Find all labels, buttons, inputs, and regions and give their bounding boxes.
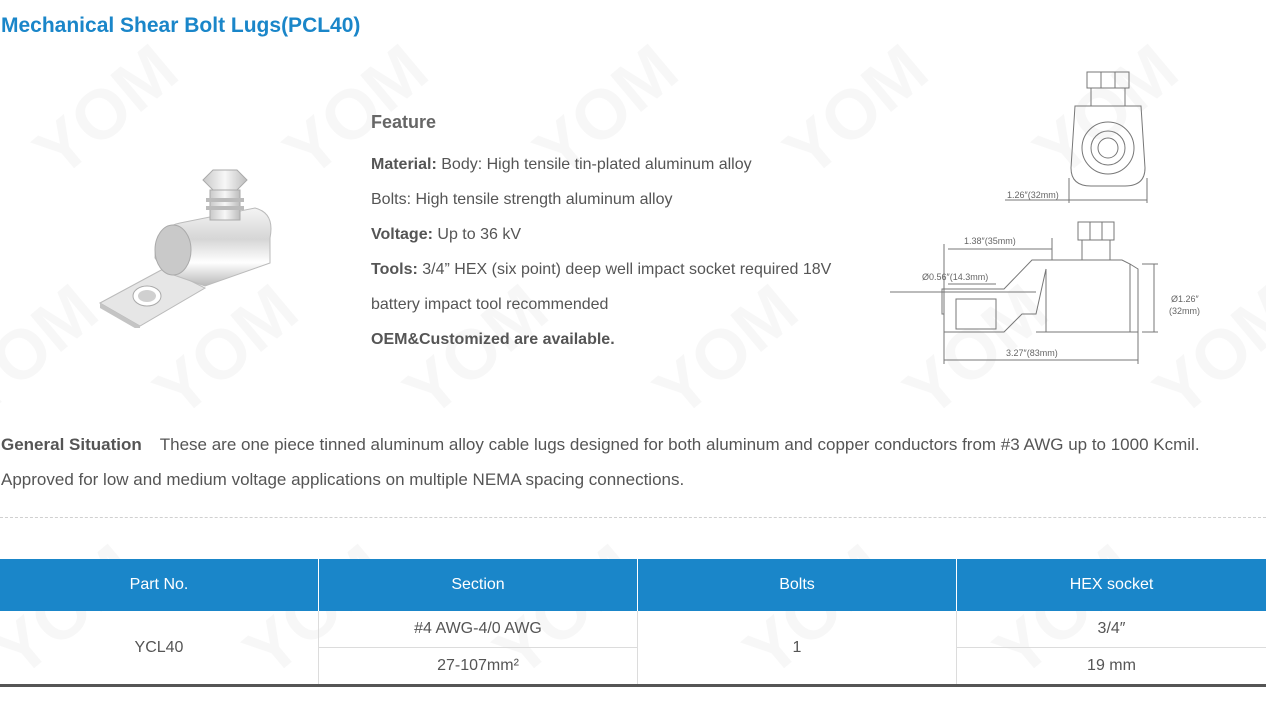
header-hex-socket: HEX socket [957, 559, 1266, 611]
cell-section-mm2: 27-107mm² [319, 648, 638, 686]
cell-section-awg: #4 AWG-4/0 AWG [319, 611, 638, 648]
cell-part-no: YCL40 [0, 611, 319, 686]
cell-hex-mm: 19 mm [957, 648, 1266, 686]
feature-material [371, 147, 871, 182]
header-bolts: Bolts [638, 559, 957, 611]
table-header-row [0, 559, 1266, 611]
voltage-label: Voltage: [371, 226, 433, 243]
material-label: Material: [371, 156, 437, 173]
oem-text: OEM&Customized are available. [371, 331, 615, 348]
feature-tools [371, 252, 871, 287]
dim-top-width: 1.26″(32mm) [1007, 190, 1059, 200]
general-label: General Situation [1, 435, 142, 454]
cell-hex-inch: 3/4″ [957, 611, 1266, 648]
header-section: Section [319, 559, 638, 611]
dim-length: 3.27″(83mm) [1006, 348, 1058, 358]
dim-hole: Ø0.56″(14.3mm) [922, 272, 989, 282]
spec-table [0, 559, 1266, 687]
dim-35mm: 1.38″(35mm) [964, 236, 1016, 246]
header-part-no: Part No. [0, 559, 319, 611]
dim-diameter-in: Ø1.26″ [1171, 294, 1199, 304]
material-value: Body: High tensile tin-plated aluminum alloy [436, 156, 752, 173]
feature-heading: Feature [371, 112, 437, 132]
feature-voltage [371, 217, 871, 252]
drawing-side-view [886, 214, 1226, 374]
cell-bolts: 1 [638, 611, 957, 686]
table-row [0, 611, 1266, 648]
tools-value: 3/4” HEX (six point) deep well impact socket required 18V [417, 261, 832, 278]
dim-diameter-mm: (32mm) [1169, 306, 1200, 316]
voltage-value: Up to 36 kV [432, 226, 521, 243]
page-title: Mechanical Shear Bolt Lugs(PCL40) [1, 14, 361, 37]
drawing-front-view [995, 68, 1185, 213]
general-text: These are one piece tinned aluminum alloy cable lugs designed for both aluminum and copper conductors from #3 AWG up to 1000 Kcmil. Approved for low and medium voltage applications on multiple NEMA spacing connections. [1, 435, 1200, 489]
feature-tools-line2: battery impact tool recommended [371, 296, 609, 313]
tools-label: Tools: [371, 261, 418, 278]
product-image [95, 168, 275, 328]
general-situation [1, 427, 1261, 497]
feature-oem [371, 322, 871, 357]
feature-section [371, 112, 871, 357]
divider [0, 517, 1266, 518]
feature-bolts: Bolts: High tensile strength aluminum alloy [371, 191, 673, 208]
